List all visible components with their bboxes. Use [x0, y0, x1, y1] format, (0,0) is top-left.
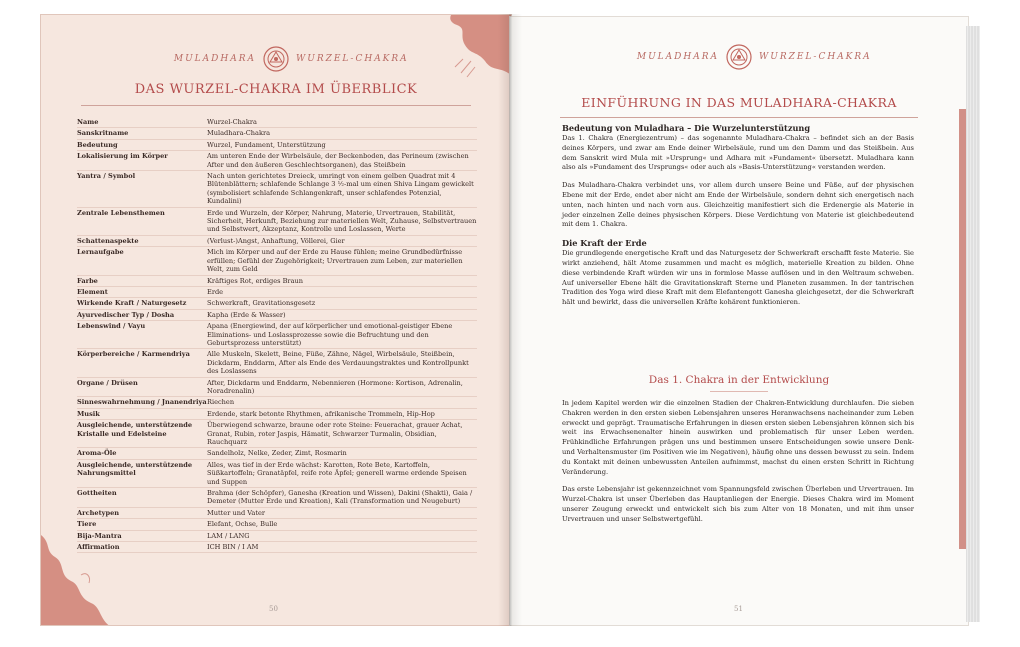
row-label: Affirmation	[77, 543, 120, 552]
row-value: Muladhara-Chakra	[207, 129, 271, 138]
intro-block	[562, 123, 914, 308]
paragraph-2: Das Muladhara-Chakra verbindet uns, vor allem durch unsere Beine und Füße, auf der physischen Ebene mit der Erde, endet aber nicht am Ende der Wirbelsäule, sondern dehnt sich energetisch nach unten, nach hinten und nach vorn aus. Gleichzeitig manifestiert sich die Erdenergie als Materie in jeder einzelnen Zelle deines physischen Körpers. Diese Verdichtung von Materie ist gleichbedeutend mit dem 1. Chakra.	[562, 181, 914, 229]
row-value: Mutter und Vater	[207, 508, 266, 517]
row-value: Mich im Körper und auf der Erde zu Hause fühlen; meine Grundbedürfnisse erfüllen; Gefühl der Zugehörigkeit; Urvertrauen zum Leben, zur materiellen Welt, zum Geld	[207, 248, 463, 274]
row-label: Yantra / Symbol	[77, 172, 136, 181]
table-row	[77, 397, 477, 408]
row-label: Musik	[77, 409, 100, 418]
table-row	[77, 236, 477, 247]
row-label: Lokalisierung im Körper	[77, 152, 168, 161]
table-row	[77, 349, 477, 377]
table-row	[77, 310, 477, 321]
left-page	[40, 14, 512, 626]
row-label: Aroma-Öle	[77, 449, 117, 458]
row-label: Farbe	[77, 276, 98, 285]
row-value: Apana (Energiewind, der auf körperlicher und emotional-geistiger Ebene Eliminations- und Loslassprozesse sowie die Befruchtung und den Geburtsprozess unterstützt)	[207, 322, 453, 347]
row-value: Erde	[207, 287, 224, 296]
row-value: Nach unten gerichtetes Dreieck, umringt von einem gelben Quadrat mit 4 Blütenblättern; schlafende Schlange 3 ½-mal um einen Shiva Lingam gewickelt (symbolisiert schlafende Schlangenkraft, unser schlafendes Potenzial, Kundalini)	[207, 172, 474, 206]
row-label: Sinneswahrnehmung / Jnanendriya	[77, 398, 207, 407]
paragraph-3: Die grundlegende energetische Kraft und das Naturgesetz der Schwerkraft erschafft feste Materie. Sie wirkt anziehend, hält Atome zusammen und macht es möglich, materielle Kreation zu bilden. Ohne diese verbindende Kraft würden wir uns in formlose Masse auflösen und in den Weltraum schweben. Auf universeller Ebene hält die Gravitationskraft Sterne und Planeten zusammen. In der tantrischen Tradition des Yoga wird diese Kraft mit dem Elefantengott Ganesha gleichgesetzt, der die Schwerkraft hält und bewirkt, dass die universellen Kräfte kohärent funktionieren.	[562, 249, 914, 307]
page-title-left: DAS WURZEL-CHAKRA IM ÜBERBLICK	[134, 82, 418, 97]
chakra-emblem-icon	[725, 43, 753, 71]
row-label: Organe / Drüsen	[77, 378, 138, 387]
row-value: Überwiegend schwarze, braune oder rote Steine: Feuerachat, grauer Achat, Granat, Rubin, roter Jaspis, Hämatit, Schwarzer Turmalin, Obsidian, Rauchquarz	[207, 421, 463, 446]
table-row	[77, 298, 477, 309]
development-block	[562, 399, 914, 525]
heading-bedeutung: Bedeutung von Muladhara – Die Wurzelunterstützung	[562, 123, 811, 133]
row-label: Archetypen	[77, 508, 120, 517]
heading-kraft-der-erde: Die Kraft der Erde	[562, 238, 647, 249]
row-label: Körperbereiche / Karmendriya	[77, 350, 190, 359]
row-label: Lebenswind / Vayu	[77, 322, 146, 331]
page-title-right: EINFÜHRUNG IN DAS MULADHARA-CHAKRA	[581, 95, 897, 110]
row-label: Gottheiten	[77, 489, 117, 498]
section-heading-entwicklung: Das 1. Chakra in der Entwicklung	[648, 374, 830, 386]
overview-table	[77, 117, 477, 553]
running-header-left	[41, 41, 511, 71]
table-row	[77, 128, 477, 139]
row-label: Ausgleichende, unterstützende Kristalle und Edelsteine	[77, 421, 193, 438]
row-label: Lernaufgabe	[77, 248, 124, 257]
row-value: Kapha (Erde & Wasser)	[207, 310, 286, 319]
table-row	[77, 287, 477, 298]
table-row	[77, 542, 477, 553]
row-value: After, Dickdarm und Enddarm, Nebennieren (Hormone: Kortison, Adrenalin, Noradrenalin)	[207, 378, 463, 395]
row-value: Am unteren Ende der Wirbelsäule, der Beckenboden, das Perineum (zwischen After und den äußeren Geschlechtsorganen), das Steißbein	[207, 152, 469, 169]
title-rule	[81, 105, 471, 106]
row-value: ICH BIN / I AM	[207, 543, 259, 552]
table-row	[77, 420, 477, 448]
header-right-text: WURZEL-CHAKRA	[759, 52, 872, 62]
row-label: Bedeutung	[77, 140, 118, 149]
table-row	[77, 508, 477, 519]
row-label: Tiere	[77, 520, 97, 529]
row-label: Element	[77, 287, 108, 296]
row-label: Sanskritname	[77, 129, 129, 138]
row-value: Schwerkraft, Gravitationsgesetz	[207, 299, 316, 308]
header-left-text: MULADHARA	[636, 52, 719, 62]
table-row	[77, 519, 477, 530]
row-label: Zentrale Lebensthemen	[77, 208, 165, 217]
row-label: Bija-Mantra	[77, 531, 122, 540]
row-label: Wirkende Kraft / Naturgesetz	[77, 299, 187, 308]
running-header-right	[510, 39, 968, 69]
row-label: Ausgleichende, unterstützende Nahrungsmittel	[77, 460, 193, 478]
page-number-right: 51	[734, 605, 743, 613]
paragraph-1: Das 1. Chakra (Energiezentrum) – das sogenannte Muladhara-Chakra – befindet sich an der Basis deines Körpers, und zwar am Ende deiner Wirbelsäule, rund um den Damm und das Steißbein. Aus dem Sanskrit wird Mula mit »Ursprung« und Adhara mit »Fundament« übersetzt. Muladhara kann also als »Fundament des Ursprungs« oder auch als »Basis-Unterstützung« verstanden werden.	[562, 134, 914, 172]
table-row	[77, 409, 477, 420]
row-value: LAM / LANG	[207, 531, 250, 540]
section-rule	[710, 391, 768, 392]
table-row	[77, 151, 477, 171]
table-row	[77, 140, 477, 151]
row-value: Erde und Wurzeln, der Körper, Nahrung, Materie, Urvertrauen, Stabilität, Sicherheit, Herkunft, Beziehung zur materiellen Welt, Zuhause, Selbstvertrauen und Selbstwert, Akzeptanz, Kontrolle und Loslassen, Werte	[207, 208, 477, 234]
table-row	[77, 208, 477, 236]
table-row	[77, 460, 477, 488]
table-row	[77, 171, 477, 208]
row-value: Kräftiges Rot, erdiges Braun	[207, 276, 303, 285]
page-number-left: 50	[269, 605, 278, 613]
header-right-text: WURZEL-CHAKRA	[296, 54, 409, 64]
row-label: Ayurvedischer Typ / Dosha	[77, 310, 175, 319]
table-row	[77, 448, 477, 459]
paragraph-4: In jedem Kapitel werden wir die einzelnen Stadien der Chakren-Entwicklung durchlaufen. Die sieben Chakren werden in den ersten sieben Lebensjahren unseres Heranwachsens nacheinander zum Leben erweckt und geprägt. Traumatische Erfahrungen in diesen ersten sieben Lebensjahren können sich bis weit ins Erwachsenenalter hinein auswirken und problematisch für unser Leben werden. Frühkindliche Erfahrungen prägen uns und bestimmen unsere Entscheidungen sowie unsere Denk- und Verhaltensmuster (im Positiven wie im Negativen), häufig ohne uns dessen bewusst zu sein. Indem du Kontakt mit deinen unbewussten Anteilen aufnimmst, machst du einen ersten Schritt in Richtung Veränderung.	[562, 399, 914, 476]
page-edges	[966, 26, 980, 622]
table-row	[77, 276, 477, 287]
paragraph-5: Das erste Lebensjahr ist gekennzeichnet vom Spannungsfeld zwischen Überleben und Urvertrauen. Im Wurzel-Chakra ist unser Überleben das Hauptanliegen der Energie. Dieses Chakra wird im Moment unserer Zeugung erweckt und entwickelt sich bis zum Alter von 18 Monaten, und mit ihm unser Urvertrauen und unser Selbstwertgefühl.	[562, 485, 914, 523]
table-row	[77, 378, 477, 398]
row-label: Name	[77, 118, 99, 126]
table-row	[77, 531, 477, 542]
chakra-emblem-icon	[262, 45, 290, 73]
row-value: Wurzel, Fundament, Unterstützung	[207, 140, 326, 149]
header-left-text: MULADHARA	[173, 54, 256, 64]
row-value: (Verlust-)Angst, Anhaftung, Völlerei, Gier	[207, 236, 345, 245]
right-page	[509, 16, 969, 626]
row-value: Alle Muskeln, Skelett, Beine, Füße, Zähne, Nägel, Wirbelsäule, Steißbein, Dickdarm, Enddarm, After als Ende des Verdauungstraktes und Kontrollpunkt des Loslassens	[207, 350, 469, 376]
title-rule	[560, 117, 918, 118]
row-value: Riechen	[207, 398, 235, 407]
row-value: Alles, was tief in der Erde wächst: Karotten, Rote Bete, Kartoffeln, Süßkartoffeln; Granatäpfel, reife rote Äpfel; generell warme erdende Speisen und Suppen	[207, 460, 467, 486]
table-row	[77, 117, 477, 128]
row-value: Elefant, Ochse, Bulle	[207, 520, 278, 529]
row-value: Brahma (der Schöpfer), Ganesha (Kreation und Wissen), Dakini (Shakti), Gaia / Demeter (Mutter Erde und Kreation), Kali (Transformation und Neugeburt)	[207, 489, 473, 506]
row-value: Erdende, stark betonte Rhythmen, afrikanische Trommeln, Hip-Hop	[207, 409, 435, 418]
table-row	[77, 488, 477, 508]
row-value: Sandelholz, Nelke, Zeder, Zimt, Rosmarin	[207, 449, 347, 458]
row-label: Schattenaspekte	[77, 236, 139, 245]
table-row	[77, 321, 477, 349]
row-value: Wurzel-Chakra	[207, 118, 257, 126]
table-row	[77, 247, 477, 275]
